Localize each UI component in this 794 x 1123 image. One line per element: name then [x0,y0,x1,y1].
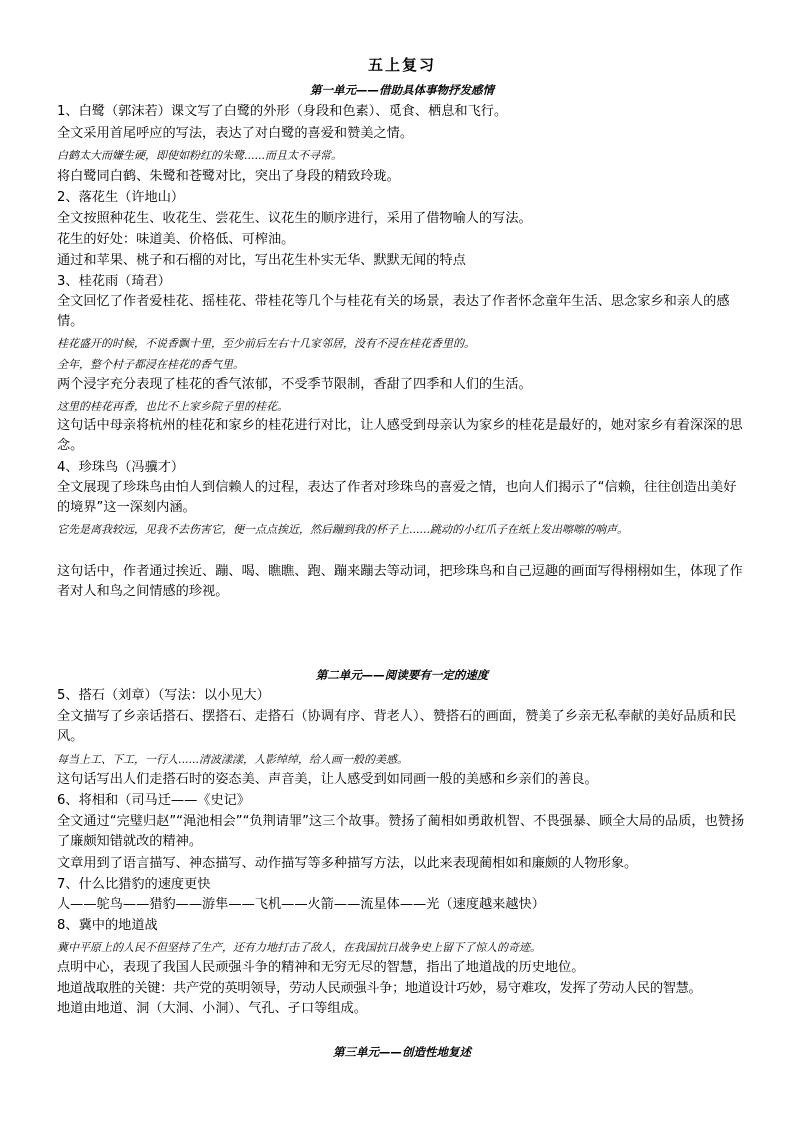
lesson4-heading: 4、珍珠鸟（冯骥才） [57,460,185,475]
quote-line: 它先是离我较远，见我不去伤害它，便一点点挨近，然后蹦到我的杯子上......跳动的小红爪子在纸上发出嚓嚓的响声。 [57,523,628,536]
quote-line: 冀中平原上的人民不但坚持了生产，还有力地打击了敌人，在我国抗日战争史上留下了惊人的奇迹。 [57,941,541,954]
lesson3-heading: 3、桂花雨（琦君） [57,274,171,289]
unit2-heading: 第二单元——阅读要有一定的速度 [315,668,489,682]
paragraph: 这句话中，作者通过挨近、蹦、喝、瞧瞧、跑、蹦来蹦去等动词，把珍珠鸟和自己逗趣的画面写得栩栩如生，体现了作者对人和鸟之间情感的珍视。 [57,564,743,599]
quote-line: 这里的桂花再香，也比不上家乡院子里的桂花。 [57,400,288,413]
lesson6-heading: 6、将相和（司马迁——《史记》 [57,793,251,808]
paragraph: 全文通过“完璧归赵”“渑池相会”“负荆请罪”这三个故事。赞扬了蔺相如勇敢机智、不畏强暴、顾全大局的品质，也赞扬了廉颇知错就改的精神。 [57,814,745,849]
unit3-heading: 第三单元——创造性地复述 [333,1045,471,1059]
paragraph: 全文按照种花生、收花生、尝花生、议花生的顺序进行，采用了借物喻人的写法。 [57,211,532,226]
paragraph: 两个浸字充分表现了桂花的香气浓郁，不受季节限制，香甜了四季和人们的生活。 [57,377,532,392]
paragraph: 全文展现了珍珠鸟由怕人到信赖人的过程，表达了作者对珍珠鸟的喜爱之情，也向人们揭示了“信赖，往往创造出美好的境界”这一深刻内涵。 [57,480,737,515]
quote-line: 全年，整个村子都浸在桂花的香气里。 [57,358,244,371]
quote-line: 白鹤太大而嫌生硬，即使如粉红的朱鹭......而且太不寻常。 [57,149,342,162]
paragraph: 花生的好处：味道美、价格低、可榨油。 [57,232,295,247]
unit1-heading: 第一单元——借助具体事物抒发感情 [310,83,494,97]
paragraph: 将白鹭同白鹤、朱鹭和苍鹭对比，突出了身段的精致玲珑。 [57,169,400,184]
paragraph: 全文描写了乡亲话搭石、摆搭石、走搭石（协调有序、背老人）、赞搭石的画面，赞美了乡亲无私奉献的美好品质和民风。 [57,709,737,744]
lesson1-heading: 1、白鹭（郭沫若）课文写了白鹭的外形（身段和色素）、觅食、栖息和飞行。 [57,104,508,119]
paragraph: 全文采用首尾呼应的写法，表达了对白鹭的喜爱和赞美之情。 [57,126,414,141]
paragraph: 通过和苹果、桃子和石榴的对比，写出花生朴实无华、默默无闻的特点 [57,253,466,268]
lesson5-heading: 5、搭石（刘章）（写法：以小见大） [57,688,270,703]
lesson2-heading: 2、落花生（许地山） [57,190,185,205]
page-title: 五上复习 [367,56,436,74]
quote-line: 桂花盛开的时候，不说香飘十里，至少前后左右十几家邻居，没有不浸在桂花香里的。 [57,337,475,350]
paragraph: 地道战取胜的关键：共产党的英明领导，劳动人民顽强斗争；地道设计巧妙，易守难攻，发挥了劳动人民的智慧。 [57,981,702,996]
paragraph: 文章用到了语言描写、神态描写、动作描写等多种描写方法，以此来表现蔺相如和廉颇的人物形象。 [57,856,638,871]
paragraph: 这句话中母亲将杭州的桂花和家乡的桂花进行对比，让人感受到母亲认为家乡的桂花是最好的，她对家乡有着深深的思念。 [57,418,743,453]
paragraph: 这句话写出人们走搭石时的姿态美、声音美，让人感受到如同画一般的美感和乡亲们的善良。 [57,772,598,787]
lesson7-heading: 7、什么比猎豹的速度更快 [57,877,211,892]
lesson8-heading: 8、冀中的地道战 [57,918,158,933]
paragraph: 点明中心，表现了我国人民顽强斗争的精神和无穷无尽的智慧，指出了地道战的历史地位。 [57,960,585,975]
quote-line: 每当上工、下工，一行人......清波漾漾，人影绰绰，给人画一般的美感。 [57,753,408,766]
paragraph: 人——鸵鸟——猎豹——游隼——飞机——火箭——流星体——光（速度越来越快） [57,897,545,912]
paragraph: 地道由地道、洞（大洞、小洞）、气孔、孑口等组成。 [57,1001,367,1016]
paragraph: 全文回忆了作者爱桂花、摇桂花、带桂花等几个与桂花有关的场景，表达了作者怀念童年生活、思念家乡和亲人的感情。 [57,294,730,329]
